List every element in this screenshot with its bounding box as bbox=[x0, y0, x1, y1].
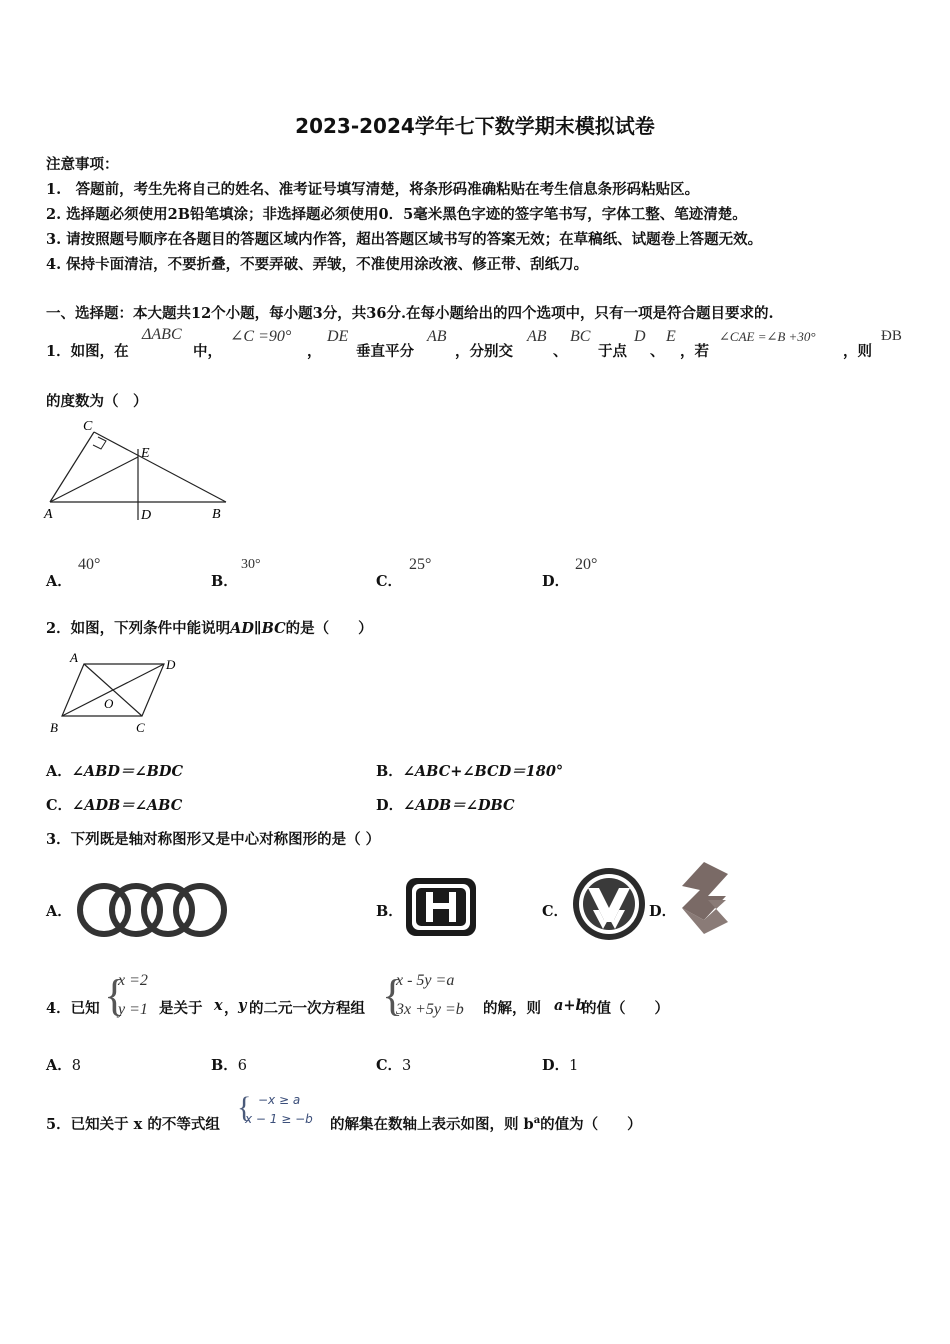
q4-option-a-value: 8 bbox=[71, 1058, 81, 1074]
q1-line-ae bbox=[50, 457, 138, 502]
q4-option-b-value: 6 bbox=[237, 1058, 247, 1074]
q1-right-angle-mark bbox=[93, 437, 106, 449]
q1-bc: BC bbox=[570, 328, 591, 345]
q4-option-c bbox=[376, 1054, 411, 1075]
q1-de: DE bbox=[327, 328, 349, 345]
q4-text: 的解，则 bbox=[483, 1000, 541, 1017]
q4-text: 的二元一次方程组 bbox=[249, 1000, 365, 1017]
q1-line-cb bbox=[94, 432, 226, 502]
q4-sys1-line2: y =1 bbox=[118, 1001, 148, 1018]
q1-text: 、 bbox=[650, 343, 665, 360]
q5-line1: −x ≥ a bbox=[258, 1093, 301, 1107]
q1-text: ，若 bbox=[680, 343, 709, 360]
q2-option-b-letter: B． bbox=[376, 763, 403, 780]
q2-option-c-letter: C． bbox=[46, 797, 73, 814]
q1-text: 垂直平分 bbox=[356, 343, 414, 360]
q4-option-b bbox=[211, 1054, 247, 1075]
q5-brace: { bbox=[237, 1091, 252, 1124]
q4-option-a bbox=[46, 1054, 81, 1075]
q1-stem-line2: 的度数为（ ） bbox=[46, 393, 148, 410]
q2-label-o: O bbox=[104, 696, 114, 711]
q4-text: 是关于 bbox=[159, 1000, 203, 1017]
q3-rings-logo bbox=[74, 880, 230, 940]
q4-sys2-line1: x - 5y =a bbox=[396, 972, 455, 989]
q3-h-logo bbox=[404, 876, 478, 938]
q2-option-b-value: ∠ABC+∠BCD＝180° bbox=[402, 763, 564, 780]
q2-option-a-letter: A． bbox=[46, 763, 72, 780]
q1-ab2: AB bbox=[527, 328, 547, 345]
q1-label-b: B bbox=[212, 507, 221, 522]
q2-stem-end: 的是（ ） bbox=[285, 620, 373, 637]
q1-figure bbox=[40, 415, 240, 530]
q2-option-a-value: ∠ABD＝∠BDC bbox=[71, 763, 184, 780]
q1-d: D bbox=[634, 328, 646, 345]
q2-stem-text: 2．如图，下列条件中能说明 bbox=[46, 620, 231, 637]
q5-text-main: 的解集在数轴上表示如图，则 b bbox=[330, 1116, 534, 1133]
q4-option-d-letter: D． bbox=[542, 1057, 570, 1074]
q4-option-d-value: 1 bbox=[569, 1058, 579, 1074]
q2-stem bbox=[46, 617, 373, 638]
exam-title: 2023-2024学年七下数学期末模拟试卷 bbox=[295, 114, 655, 138]
q4-brace-2: { bbox=[382, 971, 404, 1020]
q1-option-d-letter: D． bbox=[542, 573, 570, 590]
q2-label-d: D bbox=[166, 657, 176, 672]
q4-option-d bbox=[542, 1054, 578, 1075]
notice-heading: 注意事项： bbox=[46, 156, 119, 173]
q1-label-d: D bbox=[141, 508, 152, 523]
q4-sys2-line2: 3x +5y =b bbox=[396, 1001, 464, 1018]
q5-text: 5．已知关于 x 的不等式组 bbox=[46, 1116, 220, 1133]
q2-option-d-value: ∠ADB＝∠DBC bbox=[403, 797, 515, 814]
q4-brace-1: { bbox=[104, 971, 126, 1020]
q4-option-b-letter: B． bbox=[211, 1057, 238, 1074]
q4-sum-ab: a+b bbox=[554, 997, 586, 1014]
q2-option-d-letter: D． bbox=[376, 797, 404, 814]
q3-vw-inner bbox=[583, 878, 635, 930]
q4-text: 的值（ ） bbox=[582, 1000, 669, 1017]
q2-stem-math: AD∥BC bbox=[230, 620, 286, 637]
q3-option-a-letter: A． bbox=[46, 903, 72, 920]
q2-option-c bbox=[46, 794, 182, 815]
q1-option-c-letter: C． bbox=[376, 573, 403, 590]
q5-exponent: a bbox=[533, 1115, 541, 1127]
q1-text: ， bbox=[307, 343, 322, 360]
q1-option-b-value: 30° bbox=[241, 557, 261, 572]
q1-angle-c: ∠C =90° bbox=[230, 328, 292, 345]
q2-figure bbox=[40, 648, 190, 740]
q3-stem: 3．下列既是轴对称图形又是中心对称图形的是（ ） bbox=[46, 831, 381, 848]
q3-s-shape-top bbox=[682, 862, 728, 920]
q1-option-d-value: 20° bbox=[575, 556, 598, 573]
q1-target: ÐB bbox=[881, 328, 902, 344]
q1-ab: AB bbox=[427, 328, 447, 345]
q1-condition: ∠CAE =∠B +30° bbox=[719, 329, 816, 344]
q2-label-c: C bbox=[136, 720, 145, 735]
q3-vw-logo bbox=[571, 866, 647, 942]
q1-option-a-letter: A． bbox=[46, 573, 72, 590]
section-heading: 一、选择题：本大题共12个小题，每小题3分，共36分.在每小题给出的四个选项中，只有一项是符合题目要求的. bbox=[46, 305, 774, 322]
q3-s-logo bbox=[678, 860, 732, 936]
q1-option-b-letter: B． bbox=[211, 573, 238, 590]
q3-option-b-letter: B． bbox=[376, 903, 403, 920]
q4-option-a-letter: A． bbox=[46, 1057, 72, 1074]
q1-text: 、 bbox=[553, 343, 568, 360]
q2-option-a bbox=[46, 760, 183, 781]
q1-text: 中， bbox=[193, 343, 222, 360]
q2-label-a: A bbox=[70, 650, 78, 665]
notice-item-4: 4. 保持卡面清洁，不要折叠，不要弄破、弄皱，不准使用涂改液、修正带、刮纸刀。 bbox=[46, 256, 589, 273]
q1-label-c: C bbox=[83, 419, 93, 434]
q4-text: 4．已知 bbox=[46, 1000, 100, 1017]
q2-option-d bbox=[376, 794, 515, 815]
q1-text: ，分别交 bbox=[455, 343, 513, 360]
q5-stem bbox=[330, 1113, 642, 1134]
q4-option-c-letter: C． bbox=[376, 1057, 403, 1074]
q1-option-c-value: 25° bbox=[409, 556, 432, 573]
q1-option-a-value: 40° bbox=[78, 556, 101, 573]
notice-item-3: 3. 请按照题号顺序在各题目的答题区域内作答，超出答题区域书写的答案无效；在草稿纸、试题卷上答题无效。 bbox=[46, 231, 763, 248]
q3-option-c-letter: C． bbox=[542, 903, 569, 920]
q1-number: 1．如图，在 bbox=[46, 343, 129, 360]
q1-triangle: ΔABC bbox=[142, 326, 182, 343]
q1-label-e: E bbox=[141, 446, 150, 461]
q1-label-a: A bbox=[44, 507, 53, 522]
q4-text: ， bbox=[224, 1000, 239, 1017]
q1-e: E bbox=[666, 328, 676, 345]
q1-text: ，则 bbox=[843, 343, 872, 360]
notice-item-1: 1. 答题前，考生先将自己的姓名、准考证号填写清楚，将条形码准确粘贴在考生信息条形码粘贴区。 bbox=[46, 181, 700, 198]
q3-option-d-letter: D． bbox=[649, 903, 677, 920]
q2-label-b: B bbox=[50, 720, 58, 735]
q5-line2: x − 1 ≥ −b bbox=[245, 1112, 313, 1126]
q1-text: 于点 bbox=[598, 343, 627, 360]
q2-option-c-value: ∠ADB＝∠ABC bbox=[72, 797, 183, 814]
q5-text-end: 的值为（ ） bbox=[540, 1116, 642, 1133]
q4-sys1-line1: x =2 bbox=[118, 972, 148, 989]
q4-var-y: y bbox=[238, 997, 247, 1014]
q4-var-x: x bbox=[214, 997, 223, 1014]
q3-ring-4 bbox=[176, 886, 224, 934]
q1-line-ac bbox=[50, 432, 94, 502]
q4-option-c-value: 3 bbox=[402, 1058, 412, 1074]
notice-item-2: 2. 选择题必须使用2B铅笔填涂；非选择题必须使用0．5毫米黑色字迹的签字笔书写，字体工整、笔迹清楚。 bbox=[46, 206, 747, 223]
q2-option-b bbox=[376, 760, 563, 781]
